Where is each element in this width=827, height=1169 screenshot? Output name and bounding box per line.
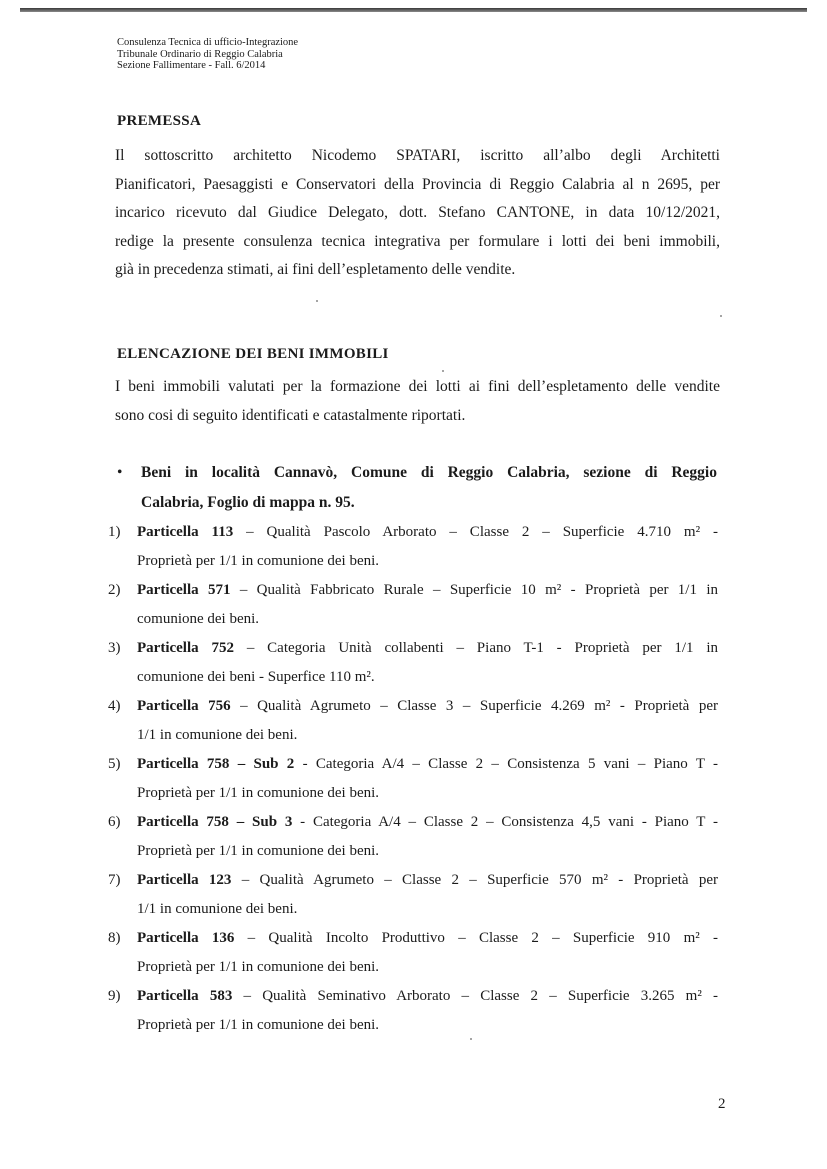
- section-title-premessa: PREMESSA: [117, 113, 202, 129]
- item-particella: Particella 113: [137, 524, 234, 540]
- location-line: Beni in località Cannavò, Comune di Reggio Calabria, sezione di Reggio: [141, 464, 717, 481]
- item-particella: Particella 583: [137, 988, 233, 1004]
- item-particella: Particella 758 – Sub 3: [137, 814, 293, 830]
- page-number: 2: [718, 1096, 726, 1112]
- header-line-tribunale: Tribunale Ordinario di Reggio Calabria: [117, 48, 283, 60]
- item-ownership: comunione dei beni - Superfice 110 m².: [137, 668, 375, 685]
- list-item: [108, 750, 718, 808]
- item-number: 6): [108, 814, 121, 830]
- list-item: [108, 634, 718, 692]
- location-heading: [117, 458, 717, 518]
- item-details: – Qualità Seminativo Arborato – Classe 2 – Superficie 3.265 m² -: [232, 988, 719, 1004]
- list-item: [108, 924, 718, 982]
- item-ownership: Proprietà per 1/1 in comunione dei beni.: [137, 842, 380, 859]
- item-details: – Qualità Fabbricato Rurale – Superficie 10 m² - Proprietà per 1/1 in: [230, 582, 718, 598]
- item-number: 9): [108, 988, 121, 1004]
- scan-speck: [720, 315, 722, 317]
- premessa-line: Il sottoscritto architetto Nicodemo SPATARI, iscritto all’albo degli Architetti: [115, 147, 720, 164]
- item-details: - Categoria A/4 – Classe 2 – Consistenza 4,5 vani - Piano T -: [292, 814, 718, 830]
- elencazione-line: I beni immobili valutati per la formazione dei lotti ai fini dell’espletamento delle vendite: [115, 378, 720, 395]
- item-details: – Qualità Incolto Produttivo – Classe 2 – Superficie 910 m² -: [234, 930, 718, 946]
- list-item: [108, 866, 718, 924]
- item-particella: Particella 123: [137, 872, 232, 888]
- scan-speck: [470, 1038, 472, 1040]
- parcel-list: [108, 518, 718, 1040]
- scan-speck: [442, 370, 444, 372]
- premessa-line: incarico ricevuto dal Giudice Delegato, dott. Stefano CANTONE, in data 10/12/2021,: [115, 204, 720, 221]
- item-number: 1): [108, 524, 121, 540]
- item-number: 8): [108, 930, 121, 946]
- item-ownership: 1/1 in comunione dei beni.: [137, 900, 298, 917]
- header-line-sezione: Sezione Fallimentare - Fall. 6/2014: [117, 60, 266, 71]
- elencazione-line: sono cosi di seguito identificati e catastalmente riportati.: [115, 406, 466, 424]
- item-details: – Qualità Agrumeto – Classe 3 – Superficie 4.269 m² - Proprietà per: [230, 698, 718, 714]
- scan-speck: [316, 300, 318, 302]
- item-particella: Particella 752: [137, 640, 234, 656]
- elencazione-paragraph: [115, 373, 720, 430]
- top-scan-border: [20, 8, 807, 12]
- item-number: 2): [108, 582, 121, 598]
- item-particella: Particella 136: [137, 930, 235, 946]
- item-number: 5): [108, 756, 121, 772]
- item-number: 4): [108, 698, 121, 714]
- premessa-paragraph: [115, 142, 720, 285]
- item-particella: Particella 756: [137, 698, 231, 714]
- item-ownership: Proprietà per 1/1 in comunione dei beni.: [137, 552, 380, 569]
- header-line-consulenza: Consulenza Tecnica di ufficio-Integrazione: [117, 37, 299, 48]
- list-item: [108, 982, 718, 1040]
- premessa-line: Pianificatori, Paesaggisti e Conservatori della Provincia di Reggio Calabria al n 2695, per: [115, 175, 720, 193]
- location-line: Calabria, Foglio di mappa n. 95.: [141, 494, 355, 511]
- item-particella: Particella 758 – Sub 2: [137, 756, 295, 772]
- list-item: [108, 808, 718, 866]
- item-details: – Qualità Pascolo Arborato – Classe 2 – Superficie 4.710 m² -: [233, 524, 718, 540]
- item-details: - Categoria A/4 – Classe 2 – Consistenza 5 vani – Piano T -: [294, 756, 718, 772]
- item-ownership: Proprietà per 1/1 in comunione dei beni.: [137, 958, 380, 975]
- item-ownership: comunione dei beni.: [137, 610, 260, 627]
- premessa-line: già in precedenza stimati, ai fini dell’espletamento delle vendite.: [115, 261, 516, 278]
- document-header: [117, 37, 298, 72]
- item-details: – Categoria Unità collabenti – Piano T-1 - Proprietà per 1/1 in: [233, 640, 718, 656]
- section-title-elencazione: ELENCAZIONE DEI BENI IMMOBILI: [117, 346, 389, 362]
- item-particella: Particella 571: [137, 582, 231, 598]
- item-ownership: Proprietà per 1/1 in comunione dei beni.: [137, 784, 380, 801]
- item-number: 3): [108, 640, 121, 656]
- item-ownership: 1/1 in comunione dei beni.: [137, 726, 298, 743]
- item-number: 7): [108, 872, 121, 888]
- item-ownership: Proprietà per 1/1 in comunione dei beni.: [137, 1016, 380, 1033]
- list-item: [108, 692, 718, 750]
- premessa-line: redige la presente consulenza tecnica integrativa per formulare i lotti dei beni immobili,: [115, 232, 720, 250]
- item-details: – Qualità Agrumeto – Classe 2 – Superficie 570 m² - Proprietà per: [231, 872, 718, 888]
- list-item: [108, 576, 718, 634]
- bullet-icon: •: [117, 464, 123, 481]
- list-item: [108, 518, 718, 576]
